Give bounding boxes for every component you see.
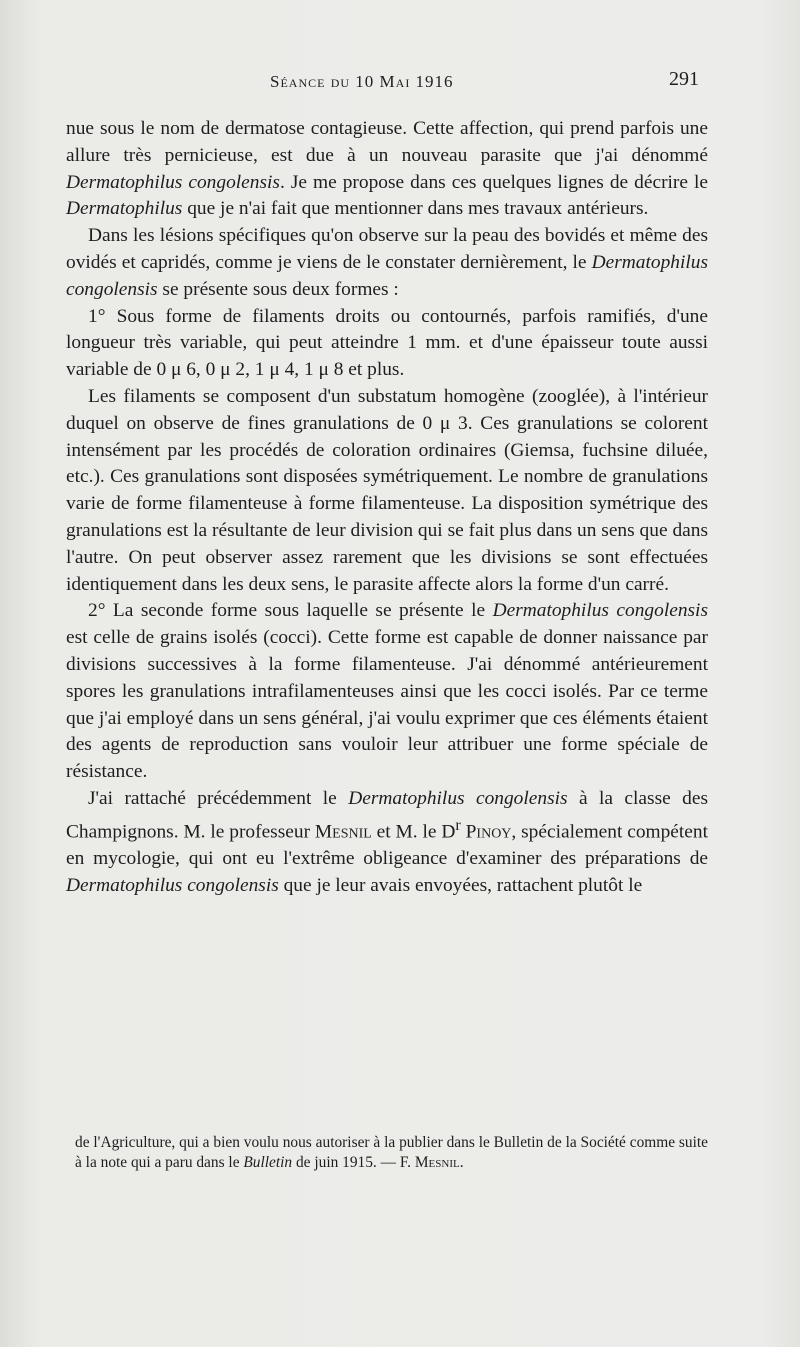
text-segment: Dans les lésions spécifiques qu'on observe sur la peau des bovidés et même des ovidés et capridés, comme je viens de le constater dernièrement, le bbox=[66, 225, 708, 273]
paragraph-5 bbox=[66, 598, 708, 786]
page-number: 291 bbox=[669, 68, 699, 90]
body-text bbox=[66, 116, 708, 900]
author-name-mesnil: Mesnil bbox=[414, 1154, 460, 1171]
italic-species-name: Dermatophilus congolensis bbox=[66, 874, 279, 896]
text-segment: 2° La seconde forme sous laquelle se présente le bbox=[88, 600, 493, 622]
text-segment: de juin 1915. — F. bbox=[292, 1154, 415, 1171]
text-segment: et M. le D bbox=[371, 821, 456, 843]
italic-genus-name: Dermatophilus bbox=[66, 198, 183, 220]
paragraph-2 bbox=[66, 223, 708, 303]
paragraph-4: Les filaments se composent d'un substatum homogène (zooglée), à l'intérieur duquel on observe de fines granulations de 0 μ 3. Ces granulations se colorent intensément par les procédés de coloration ordinaires (Giemsa, fuchsine diluée, etc.). Ces granulations sont disposées symétriquement. Le nombre de granulations varie de forme filamenteuse à forme filamenteuse. La disposition symétrique des granulations est la résultante de leur division qui se fait plus dans un sens que dans l'autre. On peut observer assez rarement que les divisions se sont effectuées identiquement dans les deux sens, le parasite affecte alors la forme d'un carré. bbox=[66, 385, 708, 595]
author-name-mesnil: Mesnil bbox=[314, 821, 372, 843]
text-segment: que je n'ai fait que mentionner dans mes travaux antérieurs. bbox=[182, 198, 649, 220]
text-segment: , spécialement compétent en mycologie, qui ont eu l'extrême obligeance d'examiner des préparations de bbox=[66, 821, 708, 869]
paragraph-1 bbox=[66, 116, 708, 223]
paragraph-6 bbox=[66, 786, 708, 900]
text-segment: . bbox=[459, 1154, 464, 1171]
text-segment: . Je me propose dans ces quelques lignes de décrire le bbox=[279, 171, 709, 193]
running-head: Séance du 10 Mai 1916 bbox=[270, 72, 454, 91]
paragraph-3: 1° Sous forme de filaments droits ou contournés, parfois ramifiés, d'une longueur très variable, qui peut atteindre 1 mm. et d'une épaisseur toute aussi variable de 0 μ 6, 0 μ 2, 1 μ 4, 1 μ 8 et plus. bbox=[66, 305, 708, 381]
superscript: r bbox=[455, 816, 461, 834]
italic-species-name: Dermatophilus congolensis bbox=[66, 251, 708, 300]
text-segment: se présente sous deux formes : bbox=[157, 278, 399, 300]
footnote-text bbox=[75, 1133, 708, 1173]
text-segment: J'ai rattaché précédemment le bbox=[88, 787, 349, 809]
italic-species-name: Dermatophilus congolensis bbox=[66, 171, 280, 193]
italic-species-name: Dermatophilus congolensis bbox=[348, 787, 568, 809]
italic-bulletin: Bulletin bbox=[243, 1154, 293, 1171]
italic-species-name: Dermatophilus congolensis bbox=[492, 600, 708, 622]
text-segment: est celle de grains isolés (cocci). Cette forme est capable de donner naissance par divisions successives à la forme filamenteuse. J'ai dénommé antérieurement spores les granulations intrafilamenteuses ainsi que les cocci isolés. Par ce terme que j'ai employé dans un sens général, j'ai voulu exprimer que ces éléments étaient des agents de reproduction sans vouloir leur attribuer une forme spéciale de résistance. bbox=[66, 627, 708, 783]
footnote bbox=[75, 1133, 708, 1173]
text-segment: nue sous le nom de dermatose contagieuse. Cette affection, qui prend parfois une allure très pernicieuse, est due à un nouveau parasite que j'ai dénommé bbox=[66, 118, 708, 166]
text-segment: que je leur avais envoyées, rattachent plutôt le bbox=[278, 874, 643, 896]
author-name-pinoy: Pinoy bbox=[465, 821, 512, 843]
text-segment: de l'Agriculture, qui a bien voulu nous autoriser à la publier dans le Bulletin de la Société comme suite à la note qui a paru dans le bbox=[75, 1134, 708, 1171]
text-segment: à la classe des Champignons. M. le professeur bbox=[66, 787, 708, 843]
